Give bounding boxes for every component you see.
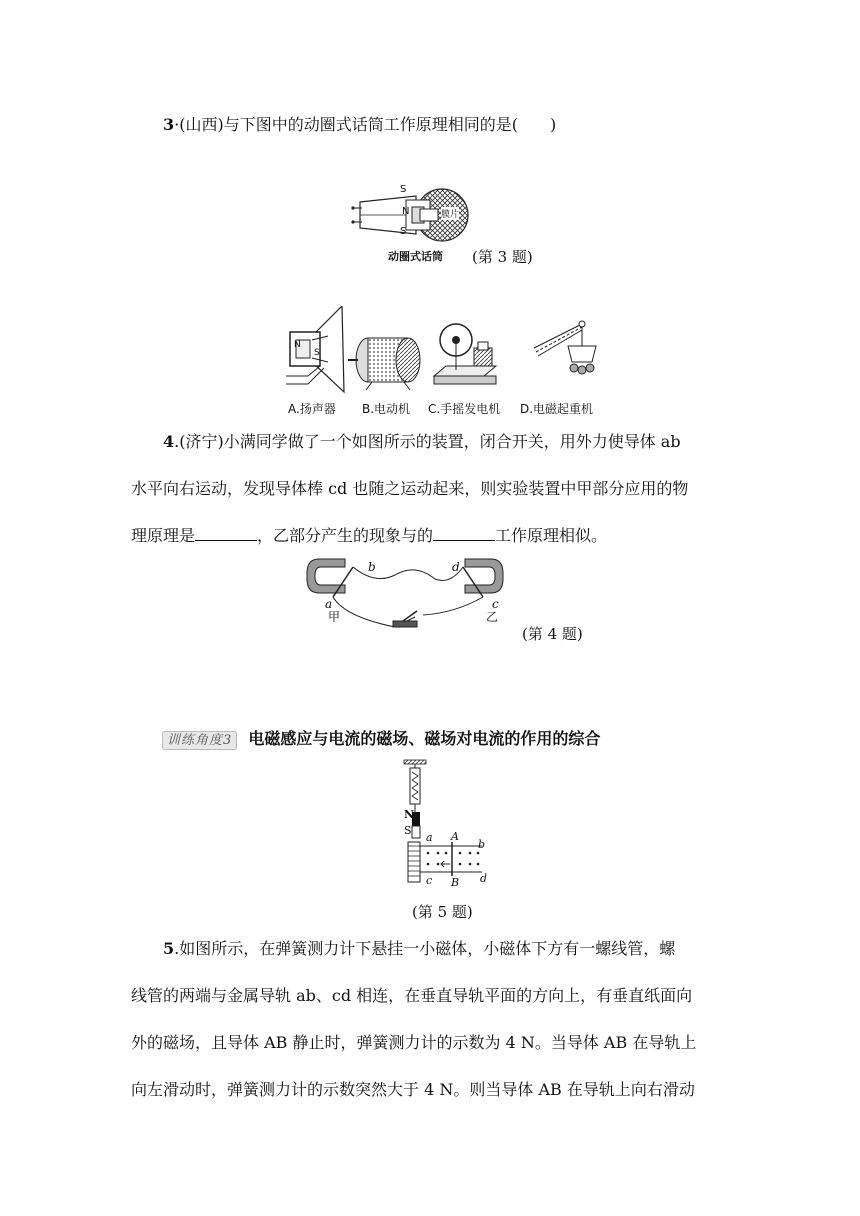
question-5-caption: (第 5 题) (412, 903, 473, 921)
question-4-line-2: 水平向右运动，发现导体棒 cd 也随之运动起来，则实验装置中甲部分应用的物 (131, 479, 689, 498)
question-4-line-3-a: 理原理是 (131, 526, 196, 545)
fig5-label-big-b: B (451, 876, 460, 889)
question-5-number: 5 (163, 939, 175, 958)
fig5-label-c: c (426, 874, 433, 887)
option-c: C.手摇发电机 (428, 402, 501, 416)
fig4-label-b: b (368, 560, 376, 574)
question-3-number: 3 (163, 115, 175, 134)
speaker-label-s: S (314, 348, 320, 358)
option-d: D.电磁起重机 (520, 402, 594, 416)
answer-blank-2[interactable] (433, 526, 495, 541)
question-4-line-3-c: 工作原理相似。 (495, 526, 608, 545)
mic-label-n: N (402, 206, 410, 217)
question-3-stem (163, 115, 556, 135)
mic-label-caption: 动圈式话筒 (388, 250, 443, 263)
small-magnet-s (412, 826, 420, 838)
mic-label-s-top: S (400, 184, 407, 195)
option-a: A.扬声器 (288, 402, 336, 416)
question-5-line-3: 外的磁场，且导体 AB 静止时，弹簧测力计的示数为 4 N。当导体 AB 在导轨上 (131, 1033, 697, 1052)
question-4-stem (131, 418, 731, 559)
fig4-label-a: a (325, 597, 333, 611)
section-badge: 训练角度3 (162, 731, 237, 750)
hand-generator-icon (434, 324, 496, 384)
magnetic-field-dots (427, 852, 480, 866)
question-5-line-2: 线管的两端与金属导轨 ab、cd 相连，在垂直导轨平面的方向上，有垂直纸面向 (131, 986, 693, 1005)
fig5-label-a: a (426, 831, 433, 844)
answer-blank-1[interactable] (195, 526, 257, 541)
question-5-line-4: 向左滑动时，弹簧测力计的示数突然大于 4 N。则当导体 AB 在导轨上向右滑动 (131, 1080, 695, 1099)
fig5-label-big-a: A (451, 830, 459, 843)
question-3-options-figure (284, 306, 624, 396)
question-4-line-3-b: ，乙部分产生的现象与的 (257, 526, 434, 545)
horseshoe-magnet-yi (465, 559, 503, 593)
electromagnetic-crane-icon (534, 321, 596, 374)
question-4-caption: (第 4 题) (522, 625, 583, 643)
question-3-text: ·(山西)与下图中的动圈式话筒工作原理相同的是( ) (174, 115, 557, 134)
fig5-label-s: S (404, 824, 412, 837)
question-5-line-1: .如图所示，在弹簧测力计下悬挂一小磁体，小磁体下方有一螺线管，螺 (174, 939, 676, 958)
question-4-number: 4 (163, 432, 175, 451)
fig5-label-b: b (478, 838, 486, 851)
question-5-stem (131, 925, 731, 1113)
option-b: B.电动机 (362, 402, 411, 416)
spring-scale (410, 768, 420, 804)
fig4-label-jia: 甲 (328, 610, 341, 624)
fig4-label-d: d (452, 560, 460, 574)
question-3-caption: (第 3 题) (472, 248, 533, 266)
fig5-label-n: N (404, 808, 415, 821)
microphone-figure (350, 188, 480, 248)
question-4-line-3 (131, 512, 731, 559)
solenoid (408, 842, 420, 882)
question-5-figure (402, 758, 492, 886)
fig4-label-c: c (492, 597, 499, 611)
section-title: 电磁感应与电流的磁场、磁场对电流的作用的综合 (248, 729, 601, 748)
fig5-label-d: d (480, 872, 488, 885)
mic-label-s-bottom: S (400, 226, 407, 237)
motor-icon (348, 338, 420, 390)
fig4-label-yi: 乙 (486, 610, 499, 624)
speaker-label-n: N (294, 340, 301, 350)
mic-label-diaphragm: 膜片 (441, 207, 459, 220)
section-heading (162, 726, 600, 749)
question-4-line-1: .(济宁)小满同学做了一个如图所示的装置，闭合开关，用外力使导体 ab (174, 432, 681, 451)
